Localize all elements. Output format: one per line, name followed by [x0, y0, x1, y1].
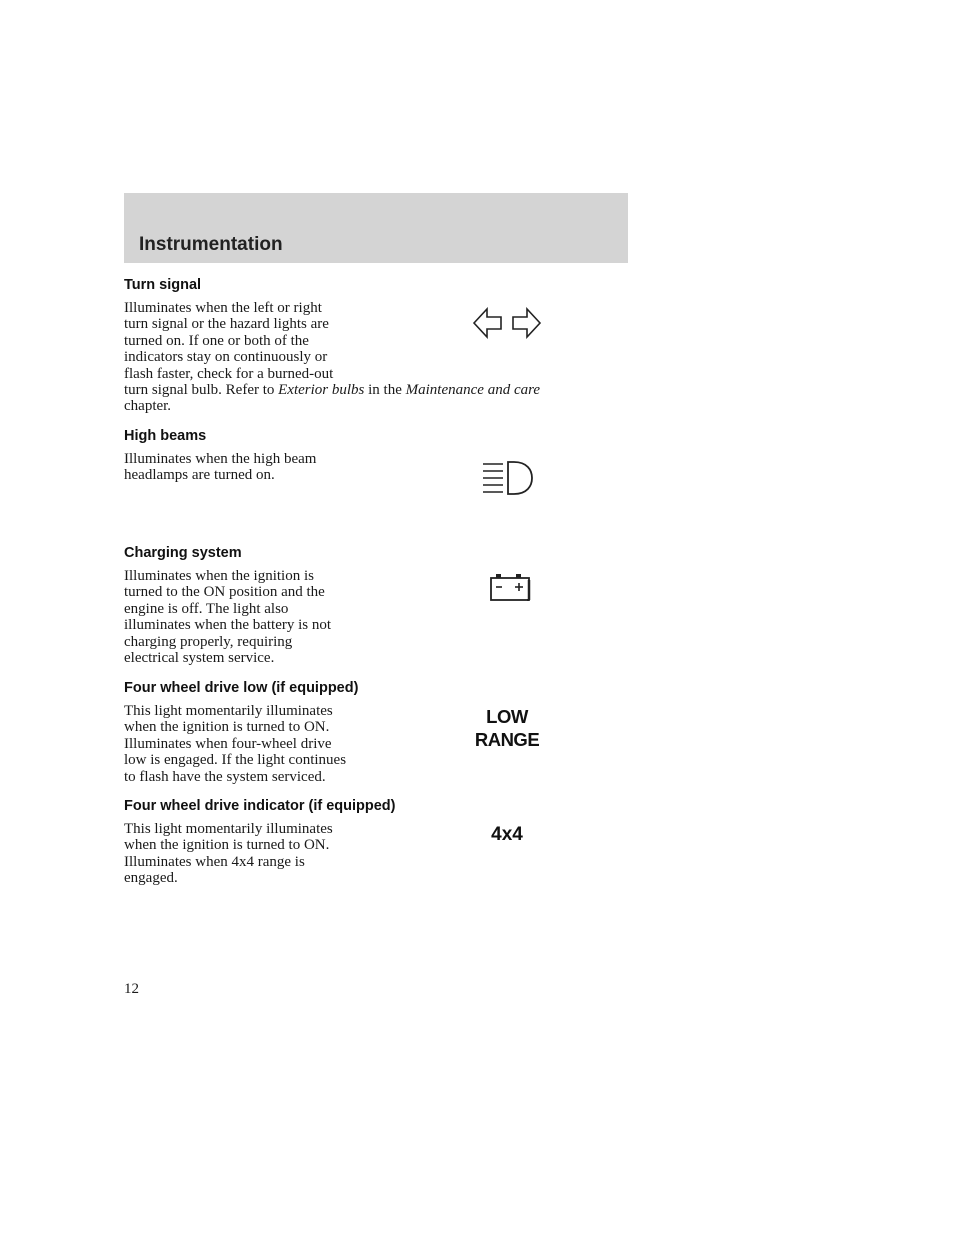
- low-range-line2: RANGE: [474, 729, 540, 750]
- high-beams-heading: High beams: [124, 428, 207, 444]
- text-line: turned on. If one or both of the: [124, 332, 309, 349]
- text-line: Illuminates when four-wheel drive: [124, 735, 332, 752]
- four-by-four-indicator-icon: 4x4: [491, 824, 523, 845]
- text-line: engine is off. The light also: [124, 600, 289, 617]
- battery-icon: [489, 573, 533, 603]
- page-title: Instrumentation: [139, 234, 283, 255]
- text-line: chapter.: [124, 398, 172, 415]
- turn-signal-heading: Turn signal: [124, 277, 202, 293]
- four-wheel-indicator-heading: Four wheel drive indicator (if equipped): [124, 798, 396, 814]
- low-range-line1: LOW: [486, 706, 528, 727]
- exterior-bulbs-reference: Exterior bulbs: [278, 382, 365, 399]
- text-line: headlamps are turned on.: [124, 467, 275, 484]
- charging-system-heading: Charging system: [124, 545, 242, 561]
- text-line: when the ignition is turned to ON.: [124, 837, 330, 854]
- text-line: This light momentarily illuminates: [124, 821, 333, 837]
- four-wheel-indicator-description: [124, 821, 333, 887]
- text-line: flash faster, check for a burned-out: [124, 365, 334, 382]
- maintenance-and-care-reference: Maintenance and care: [405, 382, 541, 399]
- text-fragment: in the: [364, 382, 406, 399]
- text-line: to flash have the system serviced.: [124, 768, 326, 785]
- charging-system-description: [124, 568, 331, 666]
- text-line: Illuminates when the left or right: [124, 300, 322, 316]
- text-line: low is engaged. If the light continues: [124, 752, 347, 769]
- four-wheel-low-heading: Four wheel drive low (if equipped): [124, 680, 359, 696]
- text-line: Illuminates when the high beam: [124, 451, 317, 467]
- text-line: electrical system service.: [124, 650, 275, 667]
- text-line: This light momentarily illuminates: [124, 703, 333, 719]
- text-line: Illuminates when 4x4 range is: [124, 853, 305, 870]
- text-line: engaged.: [124, 870, 178, 887]
- four-wheel-low-description: [124, 703, 346, 785]
- text-line: turn signal or the hazard lights are: [124, 316, 329, 333]
- text-line: [124, 382, 540, 398]
- high-beam-icon: [481, 460, 535, 496]
- text-line: illuminates when the battery is not: [124, 617, 332, 634]
- text-line: when the ignition is turned to ON.: [124, 719, 330, 736]
- text-fragment: turn signal bulb. Refer to: [124, 382, 279, 399]
- low-range-indicator-icon: [466, 705, 548, 751]
- text-line: charging properly, requiring: [124, 633, 293, 650]
- high-beams-description: [124, 451, 316, 484]
- turn-signal-arrows-icon: [472, 307, 542, 339]
- text-line: Illuminates when the ignition is: [124, 568, 314, 584]
- text-line: indicators stay on continuously or: [124, 349, 328, 366]
- text-line: turned to the ON position and the: [124, 584, 325, 601]
- section-header-band: [124, 193, 628, 263]
- page-number: 12: [124, 981, 139, 997]
